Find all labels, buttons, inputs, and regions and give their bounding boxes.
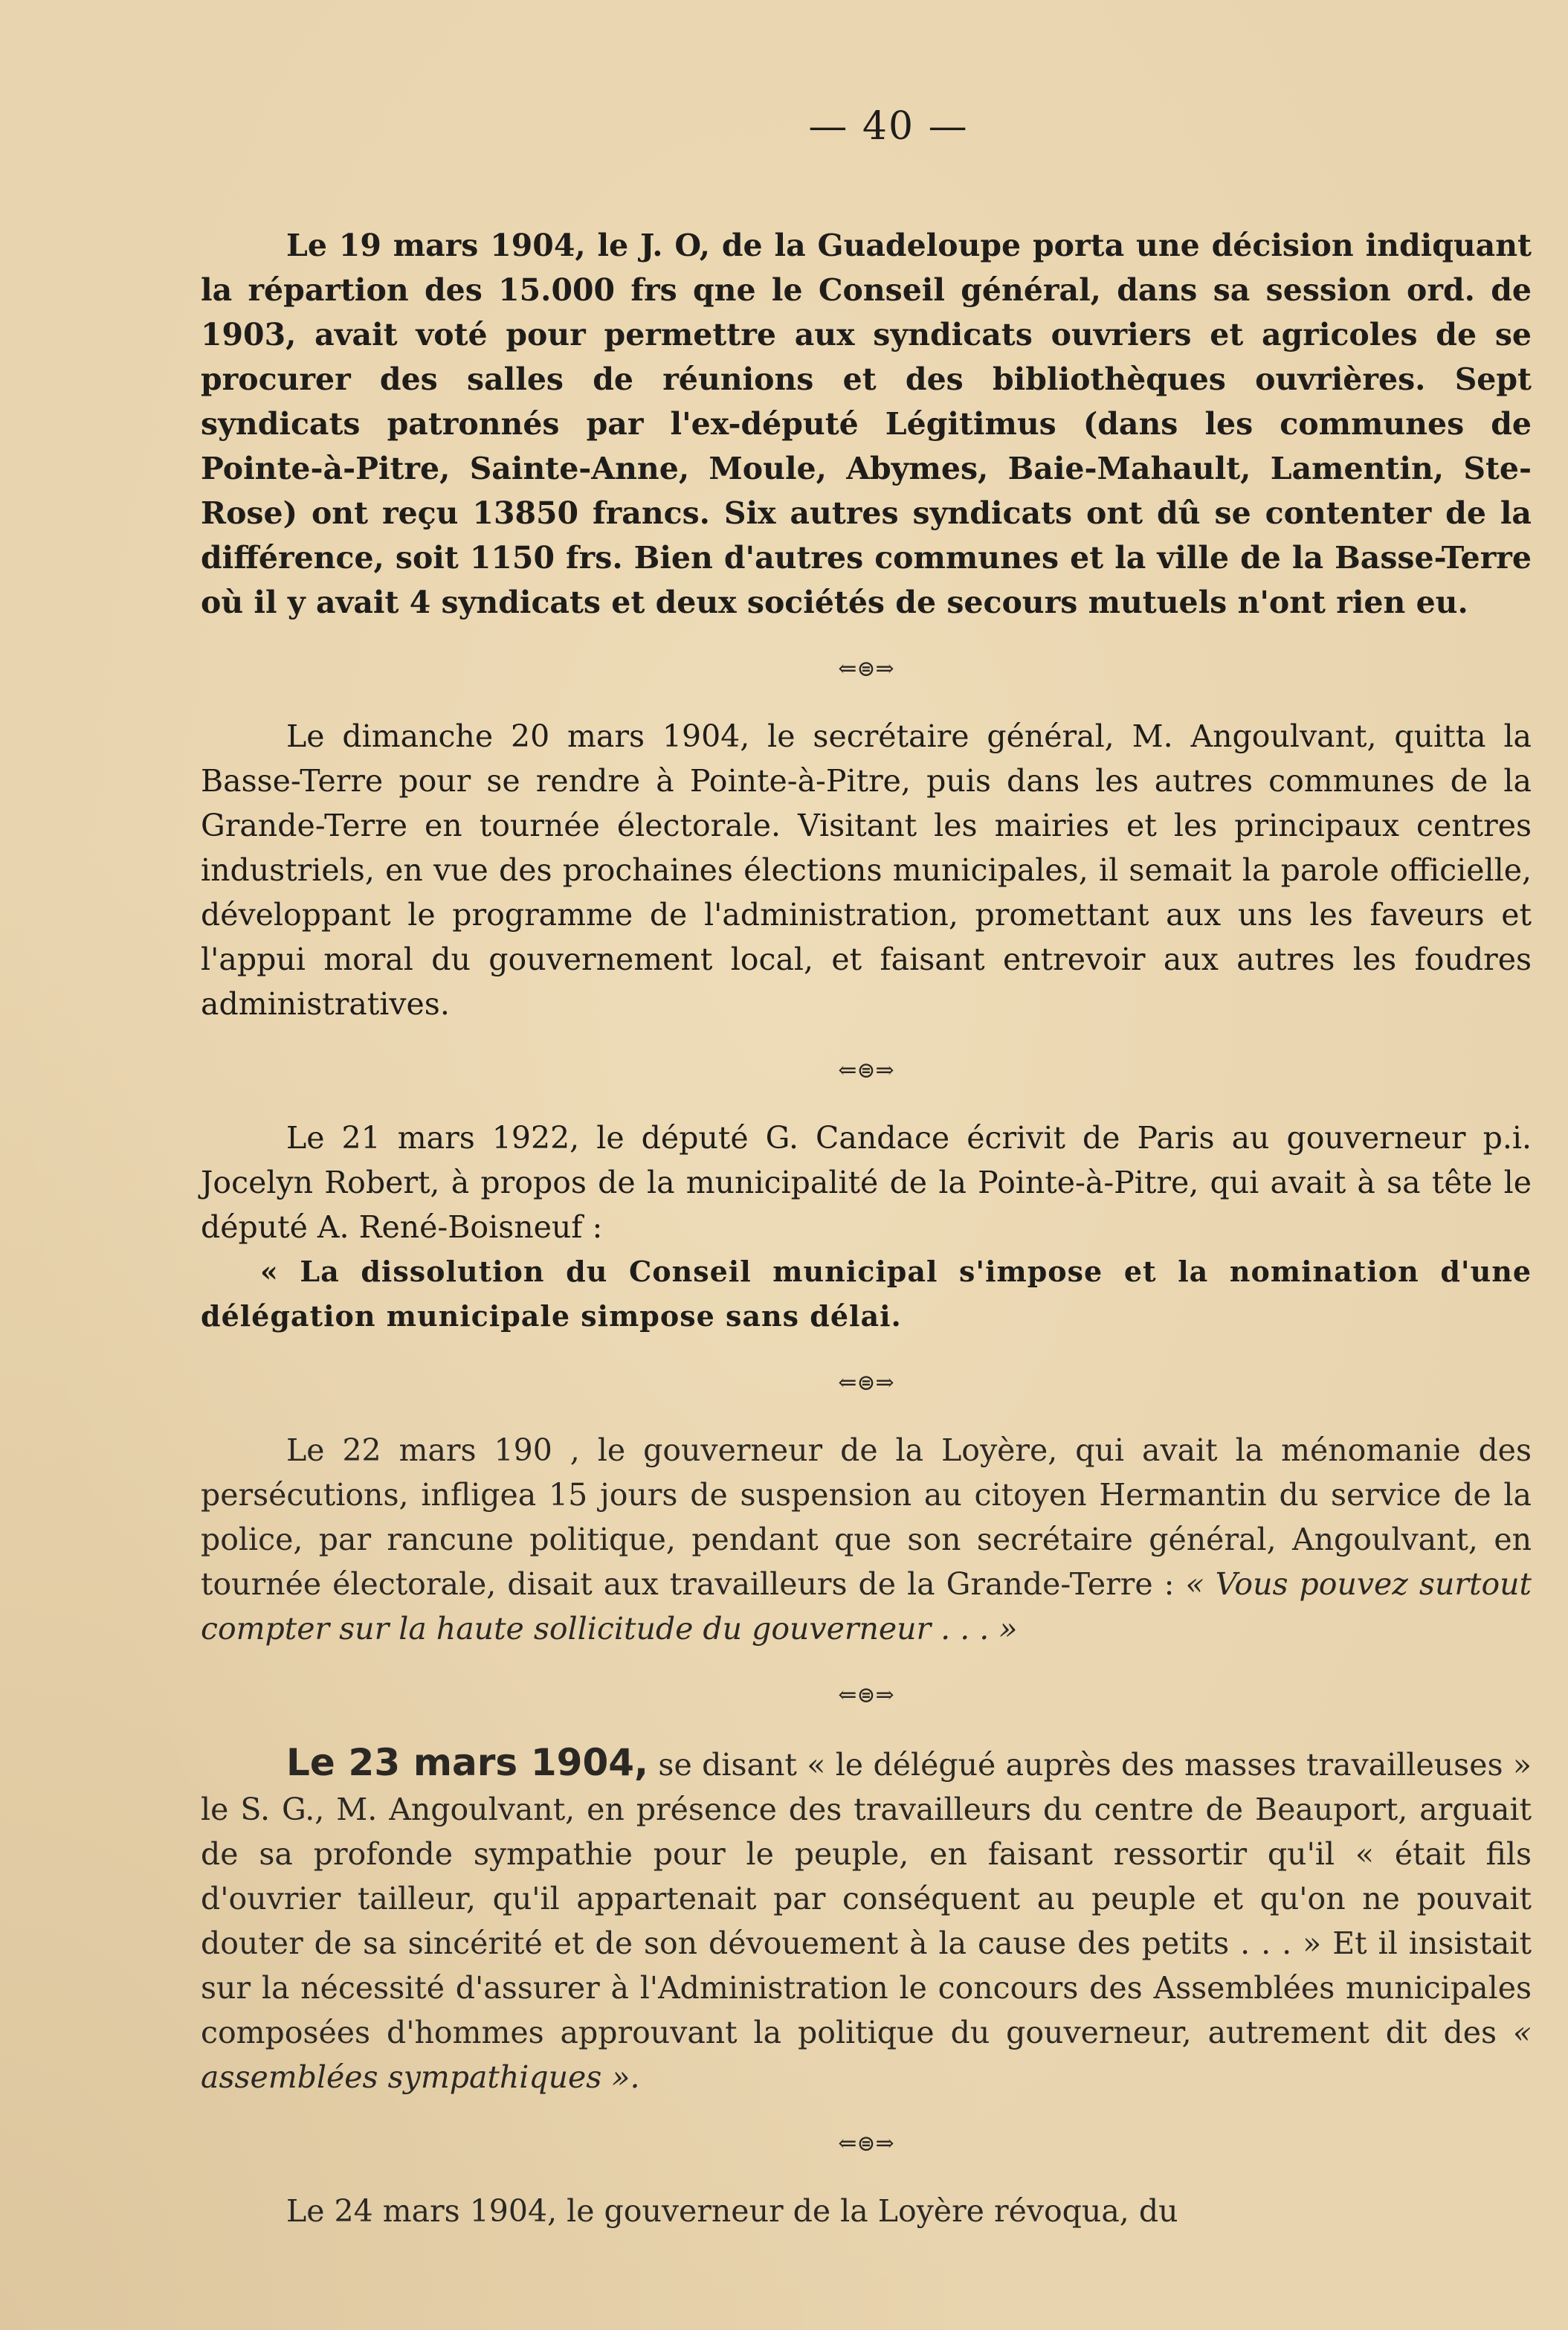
- paragraph-text: Le 21 mars 1922, le député G. Candace écrivit de Paris au gouverneur p.i. Jocelyn Robert, à propos de la municipalité de la Pointe-à-Pitre, qui avait à sa tête le député A. René-Boisneuf :: [201, 1120, 1532, 1245]
- paragraph-italic-quote: « assemblées sympathiques ».: [201, 2015, 1532, 2095]
- paragraph-text: Le 22 mars 190 , le gouverneur de la Loyère, qui avait la ménomanie des persécutions, infligea 15 jours de suspension au citoyen Hermantin du service de la police, par rancune politique, pendant que son secrétaire général, Angoulvant, en tournée électorale, disait aux travailleurs de la Grande-Terre :: [201, 1432, 1532, 1602]
- paragraph-text: Le dimanche 20 mars 1904, le secrétaire général, M. Angoulvant, quitta la Basse-Terre pour se rendre à Pointe-à-Pitre, puis dans les autres communes de la Grande-Terre en tournée électorale. Visitant les mairies et les principaux centres industriels, en vue des prochaines élections municipales, il semait la parole officielle, développant le programme de l'administration, promettant aux uns les faveurs et l'appui moral du gouvernement local, et faisant entrevoir aux autres les foudres administratives.: [201, 718, 1532, 1022]
- paragraph-19-mars: [201, 223, 1532, 625]
- paragraph-text: Le 24 mars 1904, le gouverneur de la Loyère révoqua, du: [286, 2193, 1178, 2229]
- quote-text: « La dissolution du Conseil municipal s'impose et la nomination d'une délégation municipale simpose sans délai.: [201, 1255, 1532, 1333]
- quote-dissolution: [201, 1249, 1532, 1339]
- paragraph-20-mars: [201, 714, 1532, 1026]
- paragraph-text: Le 19 mars 1904, le J. O, de la Guadeloupe porta une décision indiquant la répartion des 15.000 frs qne le Conseil général, dans sa session ord. de 1903, avait voté pour permettre aux syndicats ouvriers et agricoles de se procurer des salles de réunions et des bibliothèques ouvrières. Sept syndicats patronnés par l'ex-député Légitimus (dans les communes de Pointe-à-Pitre, Sainte-Anne, Moule, Abymes, Baie-Mahault, Lamentin, Ste-Rose) ont reçu 13850 francs. Six autres syndicats ont dû se contenter de la différence, soit 1150 frs. Bien d'autres communes et la ville de la Basse-Terre où il y avait 4 syndicats et deux sociétés de secours mutuels n'ont rien eu.: [201, 228, 1532, 620]
- page-number: — 40 —: [808, 104, 969, 149]
- separator-ornament: ⇐⊜⇒: [838, 656, 894, 682]
- paragraph-22-mars: [201, 1428, 1532, 1651]
- paragraph-23-mars: [201, 1740, 1532, 2099]
- paragraph-21-mars: [201, 1116, 1532, 1249]
- separator-ornament: ⇐⊜⇒: [838, 1058, 894, 1084]
- separator-ornament: ⇐⊜⇒: [838, 1682, 894, 1708]
- paragraph-lead-date: Le 23 mars 1904,: [286, 1741, 649, 1784]
- paragraph-24-mars: [201, 2189, 1532, 2233]
- paragraph-text: se disant « le délégué auprès des masses travailleuses » le S. G., M. Angoulvant, en présence des travailleurs du centre de Beauport, arguait de sa profonde sympathie pour le peuple, en faisant ressortir qu'il « était fils d'ouvrier tailleur, qu'il appartenait par conséquent au peuple et qu'on ne pouvait douter de sa sincérité et de son dévouement à la cause des petits . . . » Et il insistait sur la nécessité d'assurer à l'Administration le concours des Assemblées municipales composées d'hommes approuvant la politique du gouverneur, autrement dit des: [201, 1747, 1532, 2050]
- separator-ornament: ⇐⊜⇒: [838, 1370, 894, 1396]
- separator-ornament: ⇐⊜⇒: [838, 2131, 894, 2157]
- paragraph-italic-quote: « Vous pouvez surtout compter sur la haute sollicitude du gouverneur . . . »: [201, 1566, 1532, 1647]
- document-page: [201, 104, 1532, 2233]
